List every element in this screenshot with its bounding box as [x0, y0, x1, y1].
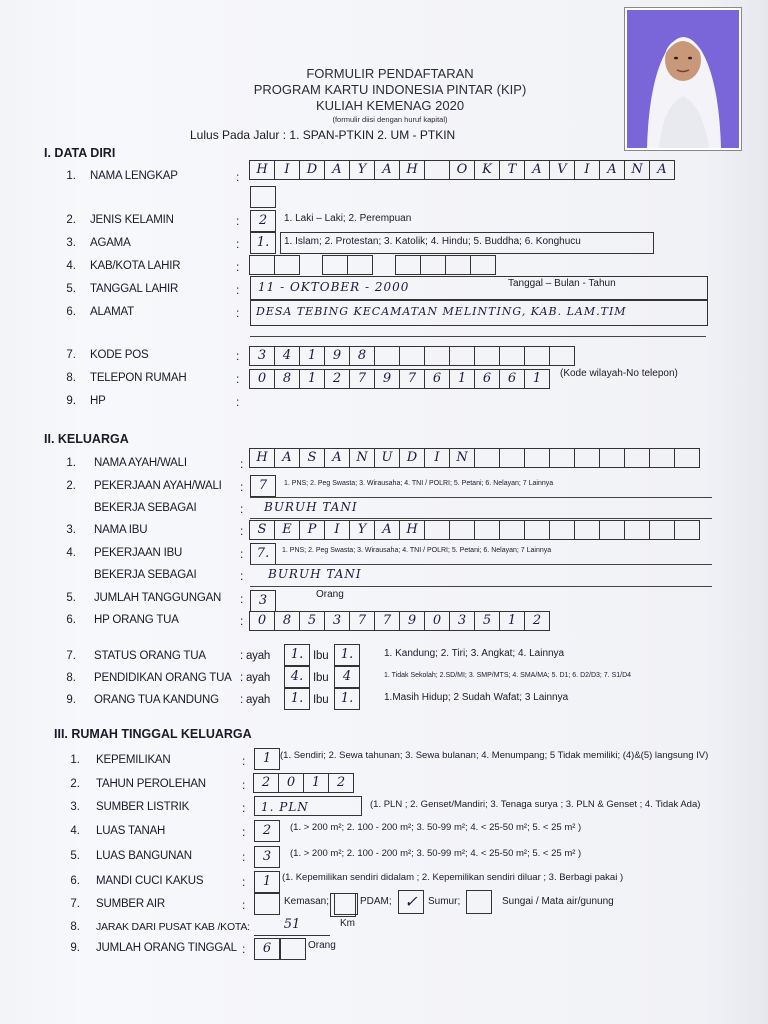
row-line [250, 586, 712, 587]
char-cell[interactable]: 0 [278, 773, 304, 793]
char-cell[interactable]: E [274, 520, 300, 540]
kab-kota-field[interactable] [250, 255, 496, 275]
char-cell[interactable]: A [524, 160, 550, 180]
char-cell[interactable]: 2 [328, 773, 354, 793]
char-cell[interactable]: 7 [349, 611, 375, 631]
row-line [250, 564, 712, 565]
char-cell[interactable]: 2 [524, 611, 550, 631]
row-number: 8. [70, 921, 80, 933]
row-number: 9. [70, 942, 80, 954]
ibu-word: Ibu [313, 694, 329, 706]
char-cell[interactable]: A [324, 448, 350, 468]
char-cell[interactable] [649, 448, 675, 468]
colon: : [242, 778, 246, 792]
char-cell[interactable]: 1 [524, 369, 550, 389]
ayah-word: : ayah [240, 650, 271, 662]
telp-label: TELEPON RUMAH [90, 372, 187, 384]
agama-options: 1. Islam; 2. Protestan; 3. Katolik; 4. Hindu; 5. Buddha; 6. Konghucu [284, 236, 581, 247]
char-cell[interactable] [624, 448, 650, 468]
jk-label: JENIS KELAMIN [90, 214, 174, 226]
char-cell[interactable] [449, 520, 475, 540]
hp-orang-tua-field[interactable] [250, 611, 550, 631]
row-number: 8. [66, 372, 76, 384]
kerja-ibu-label: PEKERJAAN IBU [94, 547, 183, 559]
kerja-ayah-options: 1. PNS; 2. Peg Swasta; 3. Wirausaha; 4. TNI / POLRI; 5. Petani; 6. Nelayan; 7 Lainnya [284, 480, 554, 487]
jarak-label: JARAK DARI PUSAT KAB /KOTA: [96, 921, 250, 933]
form-note: (formulir diisi dengan huruf kapital) [332, 115, 448, 124]
char-cell[interactable]: H [399, 520, 425, 540]
char-cell[interactable]: Y [349, 160, 375, 180]
hp-label: HP [90, 395, 106, 407]
kandung-label: ORANG TUA KANDUNG [94, 694, 219, 706]
kandung-ibu-field[interactable]: 1. [334, 688, 360, 710]
alamat-line [250, 336, 706, 337]
char-cell[interactable]: H [249, 160, 275, 180]
char-cell[interactable] [499, 520, 525, 540]
row-number: 9. [66, 694, 76, 706]
colon: : [240, 457, 244, 471]
row-number: 2. [70, 778, 80, 790]
jarak-field[interactable]: 51 [254, 915, 330, 936]
char-cell[interactable] [424, 520, 450, 540]
char-cell[interactable] [399, 346, 425, 366]
colon: : [242, 898, 246, 912]
char-cell[interactable] [599, 448, 625, 468]
agama-label: AGAMA [90, 237, 131, 249]
pendidikan-ibu-field[interactable]: 4 [334, 666, 360, 688]
char-cell[interactable]: T [499, 160, 525, 180]
kemasan-label: Kemasan; [284, 896, 330, 907]
row-number: 5. [66, 283, 76, 295]
char-cell[interactable]: 8 [274, 369, 300, 389]
char-cell[interactable]: 3 [249, 346, 275, 366]
row-number: 3. [70, 801, 80, 813]
jk-options: 1. Laki – Laki; 2. Perempuan [284, 213, 412, 224]
char-cell[interactable]: N [624, 160, 650, 180]
listrik-options: (1. PLN ; 2. Genset/Mandiri; 3. Tenaga surya ; 3. PLN & Genset ; 4. Tidak Ada) [370, 799, 701, 810]
kandung-options: 1.Masih Hidup; 2 Sudah Wafat; 3 Lainnya [384, 692, 569, 703]
telepon-field[interactable] [250, 369, 550, 389]
char-cell[interactable]: A [274, 448, 300, 468]
char-cell[interactable] [599, 520, 625, 540]
row-number: 5. [66, 592, 76, 604]
status-ibu-field[interactable]: 1. [334, 644, 360, 666]
char-cell[interactable]: V [549, 160, 575, 180]
char-cell[interactable] [574, 520, 600, 540]
char-cell[interactable]: Y [349, 520, 375, 540]
ibu-word: Ibu [313, 650, 329, 662]
char-cell[interactable]: 6 [499, 369, 525, 389]
char-cell[interactable] [649, 520, 675, 540]
air-label: SUMBER AIR [96, 898, 165, 910]
char-cell[interactable]: H [399, 160, 425, 180]
luas-tanah-field[interactable]: 2 [254, 820, 280, 842]
char-cell[interactable]: N [449, 448, 475, 468]
ibu-word: Ibu [313, 672, 329, 684]
row-number: 4. [66, 260, 76, 272]
char-cell[interactable]: K [474, 160, 500, 180]
kandung-ayah-field[interactable]: 1. [284, 688, 310, 710]
char-cell[interactable]: D [299, 160, 325, 180]
telp-hint: (Kode wilayah-No telepon) [560, 368, 678, 379]
kerja-ayah-label: PEKERJAAN AYAH/WALI [94, 480, 222, 492]
section-keluarga: II. KELUARGA [44, 432, 129, 446]
row-number: 9. [66, 395, 76, 407]
char-cell[interactable]: A [374, 520, 400, 540]
char-cell[interactable]: I [324, 520, 350, 540]
tanggungan-field[interactable]: 3 [250, 590, 276, 612]
char-cell[interactable]: N [349, 448, 375, 468]
char-cell[interactable]: 6 [424, 369, 450, 389]
char-cell[interactable] [474, 346, 500, 366]
char-cell[interactable] [524, 448, 550, 468]
char-cell[interactable]: 2 [324, 369, 350, 389]
row-line [250, 518, 712, 519]
colon: : [242, 942, 246, 956]
char-cell[interactable]: 5 [474, 611, 500, 631]
char-cell[interactable]: 0 [249, 611, 275, 631]
section-data-diri: I. DATA DIRI [44, 146, 116, 160]
jumlah-orang-field-2[interactable] [280, 938, 306, 960]
char-cell[interactable] [474, 520, 500, 540]
row-number: 6. [66, 306, 76, 318]
row-number: 7. [66, 349, 76, 361]
kerja-ibu-options: 1. PNS; 2. Peg Swasta; 3. Wirausaha; 4. TNI / POLRI; 5. Petani; 6. Nelayan; 7 Lainnya [282, 547, 552, 554]
colon: : [236, 372, 240, 386]
applicant-photo [625, 8, 741, 150]
char-cell[interactable]: 5 [299, 611, 325, 631]
char-cell[interactable]: 0 [424, 611, 450, 631]
tanah-label: LUAS TANAH [96, 825, 166, 837]
char-cell[interactable]: 1 [299, 369, 325, 389]
char-cell[interactable]: H [249, 448, 275, 468]
status-ayah-field[interactable]: 1. [284, 644, 310, 666]
kepemilikan-field[interactable]: 1 [254, 748, 280, 770]
jumlah-unit: Orang [308, 940, 336, 951]
alamat-label: ALAMAT [90, 306, 134, 318]
pdam-label: PDAM; [360, 896, 392, 907]
jarak-box [330, 893, 356, 917]
colon: : [240, 614, 244, 628]
char-cell[interactable]: 1 [499, 611, 525, 631]
status-label: STATUS ORANG TUA [94, 650, 206, 662]
char-cell[interactable]: 1 [449, 369, 475, 389]
char-cell[interactable]: I [274, 160, 300, 180]
ayah-label: NAMA AYAH/WALI [94, 457, 187, 469]
char-cell[interactable]: 3 [324, 611, 350, 631]
char-cell[interactable]: A [649, 160, 675, 180]
luas-bangunan-field[interactable]: 3 [254, 846, 280, 868]
jalur-text: Lulus Pada Jalur : 1. SPAN-PTKIN 2. UM - PTKIN [190, 128, 456, 142]
row-number: 4. [66, 547, 76, 559]
nama-ibu-field[interactable] [250, 520, 700, 540]
char-cell[interactable]: 1 [299, 346, 325, 366]
colon: : [236, 306, 240, 320]
char-cell[interactable]: P [299, 520, 325, 540]
char-cell[interactable]: 2 [253, 773, 279, 793]
char-cell[interactable] [524, 520, 550, 540]
tanah-options: (1. > 200 m²; 2. 100 - 200 m²; 3. 50-99 m²; 4. < 25-50 m²; 5. < 25 m² ) [290, 822, 582, 833]
char-cell[interactable]: 9 [374, 369, 400, 389]
tanggungan-label: JUMLAH TANGGUNGAN [94, 592, 222, 604]
mck-field[interactable]: 1 [254, 871, 280, 893]
char-cell[interactable]: 4 [274, 346, 300, 366]
row-number: 1. [66, 170, 76, 182]
row-number: 2. [66, 480, 76, 492]
pekerjaan-ibu-field[interactable]: 7. [250, 543, 276, 565]
colon: : [242, 875, 246, 889]
colon: : [236, 260, 240, 274]
char-cell[interactable]: D [399, 448, 425, 468]
char-cell[interactable]: S [299, 448, 325, 468]
char-cell[interactable] [499, 448, 525, 468]
colon: : [236, 170, 240, 184]
char-cell[interactable]: 8 [349, 346, 375, 366]
colon: : [242, 801, 246, 815]
colon: : [240, 592, 244, 606]
colon: : [240, 547, 244, 561]
jenis-kelamin-field[interactable]: 2 [250, 210, 276, 232]
tgl-label: TANGGAL LAHIR [90, 283, 179, 295]
kode-pos-field[interactable] [250, 346, 575, 366]
agama-field[interactable]: 1. [250, 232, 276, 254]
pekerjaan-ayah-field[interactable]: 7 [250, 475, 276, 497]
char-cell[interactable]: 0 [249, 369, 275, 389]
sumur-checkbox[interactable]: ✓ [398, 890, 424, 914]
form-title-1: FORMULIR PENDAFTARAN [306, 66, 474, 81]
row-number: 1. [70, 754, 80, 766]
colon: : [240, 524, 244, 538]
char-cell[interactable]: 9 [399, 611, 425, 631]
colon: : [240, 569, 244, 583]
char-cell[interactable]: 8 [274, 611, 300, 631]
char-cell[interactable]: I [424, 448, 450, 468]
char-cell[interactable]: I [574, 160, 600, 180]
row-number: 5. [70, 850, 80, 862]
row-number: 7. [66, 650, 76, 662]
char-cell[interactable]: 1 [303, 773, 329, 793]
colon: : [242, 850, 246, 864]
row-number: 6. [66, 614, 76, 626]
milik-label: KEPEMILIKAN [96, 754, 171, 766]
mck-label: MANDI CUCI KAKUS [96, 875, 204, 887]
colon: : [236, 395, 240, 409]
row-number: 6. [70, 875, 80, 887]
colon: : [242, 825, 246, 839]
nama-lengkap-field[interactable] [250, 160, 675, 180]
nama-ayah-field[interactable] [250, 448, 700, 468]
jumlah-orang-field[interactable]: 6 [254, 938, 280, 960]
tahun-perolehan-field[interactable] [254, 773, 354, 793]
char-cell[interactable] [524, 346, 550, 366]
char-cell[interactable] [424, 346, 450, 366]
row-line [250, 497, 712, 498]
jumlah-label: JUMLAH ORANG TINGGAL [96, 942, 237, 954]
char-cell[interactable] [424, 160, 450, 180]
row-number: 3. [66, 237, 76, 249]
char-cell[interactable] [624, 520, 650, 540]
char-cell[interactable]: A [599, 160, 625, 180]
char-cell[interactable] [474, 448, 500, 468]
char-cell[interactable] [549, 448, 575, 468]
form-title-3: KULIAH KEMENAG 2020 [315, 98, 465, 113]
char-cell[interactable]: 7 [399, 369, 425, 389]
char-cell[interactable] [574, 448, 600, 468]
bangunan-label: LUAS BANGUNAN [96, 850, 192, 862]
listrik-label: SUMBER LISTRIK [96, 801, 190, 813]
ayah-word: : ayah [240, 694, 271, 706]
row-number: 3. [66, 524, 76, 536]
pos-label: KODE POS [90, 349, 149, 361]
row-number: 8. [66, 672, 76, 684]
ayah-word: : ayah [240, 672, 271, 684]
kab-label: KAB/KOTA LAHIR [90, 260, 181, 272]
row-number: 4. [70, 825, 80, 837]
pend-label: PENDIDIKAN ORANG TUA [94, 672, 232, 684]
nama-extra-cell[interactable] [250, 186, 276, 208]
colon: : [242, 754, 246, 768]
nama-label: NAMA LENGKAP [90, 170, 178, 182]
row-number: 2. [66, 214, 76, 226]
row-number: 7. [70, 898, 80, 910]
char-cell[interactable]: O [449, 160, 475, 180]
char-cell[interactable]: A [324, 160, 350, 180]
bekerja-ibu-value: BURUH TANI [268, 567, 362, 581]
char-cell[interactable]: 6 [474, 369, 500, 389]
char-cell[interactable]: 7 [349, 369, 375, 389]
bekerja-ayah-value: BURUH TANI [264, 500, 358, 514]
status-options: 1. Kandung; 2. Tiri; 3. Angkat; 4. Lainnya [384, 648, 565, 659]
char-cell[interactable] [374, 346, 400, 366]
tahun-label: TAHUN PEROLEHAN [96, 778, 206, 790]
tanggal-hint: Tanggal – Bulan - Tahun [508, 278, 616, 289]
char-cell[interactable]: U [374, 448, 400, 468]
section-rumah: III. RUMAH TINGGAL KELUARGA [54, 727, 252, 741]
char-cell[interactable]: 7 [374, 611, 400, 631]
char-cell[interactable]: 3 [449, 611, 475, 631]
bangunan-options: (1. > 200 m²; 2. 100 - 200 m²; 3. 50-99 m²; 4. < 25-50 m²; 5. < 25 m² ) [290, 848, 582, 859]
colon: : [236, 349, 240, 363]
char-cell[interactable]: 9 [324, 346, 350, 366]
colon: : [240, 502, 244, 516]
mck-options: (1. Kepemilikan sendiri didalam ; 2. Kepemilikan sendiri diluar ; 3. Berbagi pakai ) [282, 872, 624, 883]
pendidikan-ayah-field[interactable]: 4. [284, 666, 310, 688]
pend-options: 1. Tidak Sekolah; 2.SD/MI; 3. SMP/MTS; 4. SMA/MA; 5. D1; 6. D2/D3; 7. S1/D4 [384, 672, 632, 679]
ibu-label: NAMA IBU [94, 524, 148, 536]
tanggal-lahir-value: 11 - OKTOBER - 2000 [258, 280, 410, 294]
char-cell[interactable] [549, 346, 575, 366]
colon: : [240, 480, 244, 494]
form-title-2: PROGRAM KARTU INDONESIA PINTAR (KIP) [253, 82, 527, 97]
char-cell[interactable] [449, 346, 475, 366]
bekerja-ayah-label: BEKERJA SEBAGAI [94, 502, 197, 514]
char-cell[interactable] [674, 448, 700, 468]
row-number: 1. [66, 457, 76, 469]
sungai-label: Sungai / Mata air/gunung [502, 896, 614, 907]
colon: : [236, 214, 240, 228]
milik-options: (1. Sendiri; 2. Sewa tahunan; 3. Sewa bulanan; 4. Menumpang; 5 Tidak memiliki; (4)&(5) langsung IV) [280, 750, 709, 761]
kemasan-checkbox[interactable] [254, 893, 280, 915]
colon: : [236, 237, 240, 251]
bekerja-ibu-label: BEKERJA SEBAGAI [94, 569, 197, 581]
char-cell[interactable] [549, 520, 575, 540]
char-cell[interactable]: A [374, 160, 400, 180]
sumber-listrik-field[interactable]: 1. PLN [254, 796, 362, 816]
hp-ortu-label: HP ORANG TUA [94, 614, 179, 626]
char-cell[interactable] [499, 346, 525, 366]
alamat-value: DESA TEBING KECAMATAN MELINTING, KAB. LAM.TIM [256, 305, 627, 318]
tanggungan-unit: Orang [316, 589, 344, 600]
colon: : [236, 283, 240, 297]
char-cell[interactable]: S [249, 520, 275, 540]
sumur-label: Sumur; [428, 896, 461, 907]
sungai-checkbox[interactable] [466, 890, 492, 914]
jarak-unit: Km [340, 918, 355, 929]
char-cell[interactable] [674, 520, 700, 540]
